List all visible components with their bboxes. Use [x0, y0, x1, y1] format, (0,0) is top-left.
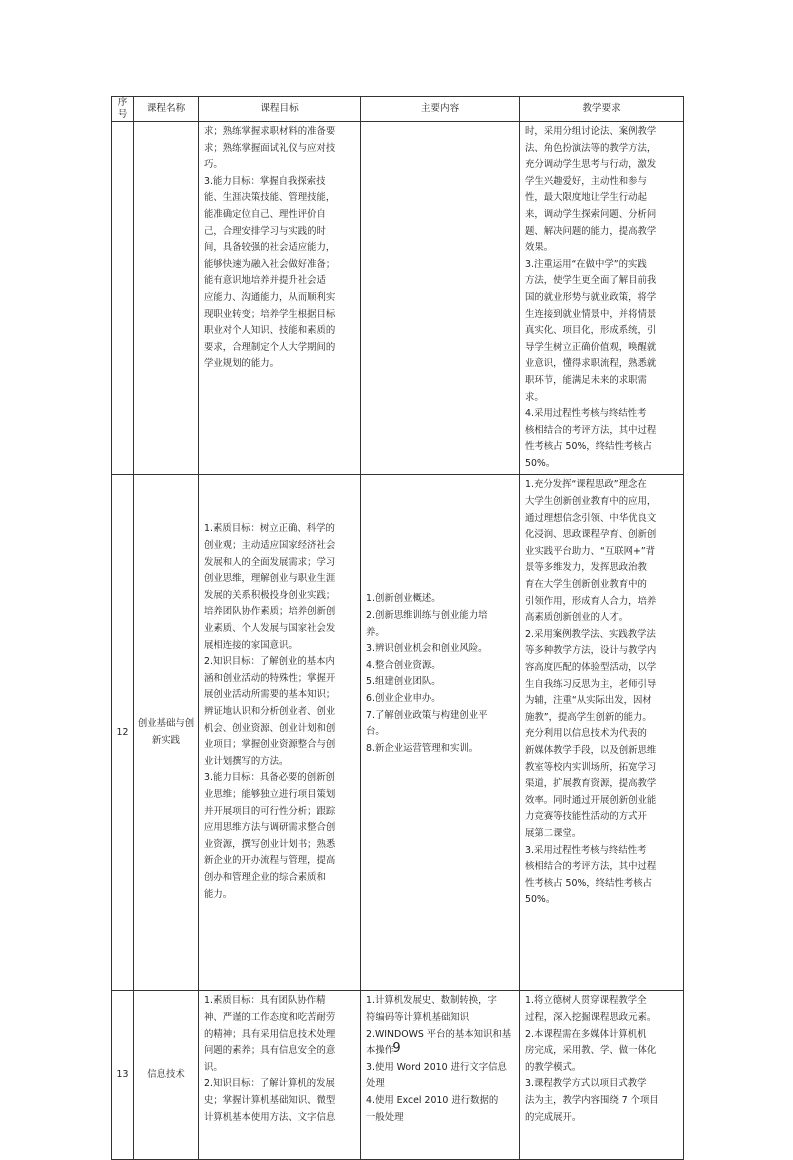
- text-line: 2.知识目标：了解计算机的发展: [204, 1078, 335, 1090]
- text-line: 房完成，采用教、学、做一体化: [525, 1045, 657, 1057]
- text-line: 过程，深入挖掘课程思政元素。: [525, 1012, 657, 1024]
- text-line: 计算机基本使用方法、文字信息: [204, 1111, 336, 1123]
- text-line: 本操作: [366, 1045, 395, 1057]
- main-content: [361, 122, 520, 475]
- text-line: 创办和管理企业的综合素质和: [204, 871, 326, 883]
- course-goals: [199, 475, 361, 991]
- text-line: 1.素质目标：树立正确、科学的: [204, 523, 335, 535]
- text-line: 通过理想信念引领、中华优良文: [525, 512, 657, 524]
- text-line: 50%。: [525, 457, 556, 469]
- text-line: 能够快速为融入社会做好准备；: [204, 258, 336, 270]
- text-line: 1.计算机发展史、数制转换，字: [366, 995, 497, 1007]
- text-line: 应能力、沟通能力，从而顺利实: [204, 291, 336, 303]
- course-name: 创业基础与创新实践: [134, 475, 199, 991]
- text-line: 引领作用，形成育人合力，培养: [525, 595, 657, 607]
- text-line: 辨证地认识和分析创业者、创业: [204, 706, 336, 717]
- text-line: 问题的素养；具有信息安全的意: [204, 1045, 336, 1057]
- text-line: 培养团队协作素质；培养创新创: [204, 606, 336, 618]
- course-goals: [199, 991, 361, 1160]
- text-line: 一般处理: [366, 1111, 404, 1123]
- course-table: [111, 96, 684, 1160]
- text-line: 生连接到就业情景中，并将情景: [525, 308, 657, 320]
- text-line: 机会、创业资源、创业计划和创: [204, 722, 336, 734]
- text-line: 景等多维发力，发挥思政治教: [525, 562, 647, 574]
- text-line: 涵和创业活动的特殊性；掌握开: [204, 672, 336, 684]
- text-line: 能有意识地培养并提升社会适: [204, 275, 326, 287]
- text-line: 史；掌握计算机基础知识、微型: [204, 1095, 336, 1107]
- row-number: 12: [112, 475, 134, 991]
- text-line: 能、生涯决策技能、管理技能，: [204, 192, 336, 204]
- teaching-requirements: [520, 475, 684, 991]
- course-name: [134, 122, 199, 475]
- text-line: 性，最大限度地让学生行动起: [525, 192, 647, 204]
- text-line: 3.采用过程性考核与终结性考: [525, 844, 647, 856]
- text-line: 真实化、项目化，形成系统，引: [525, 325, 657, 337]
- text-line: 业思维；能够独立进行项目策划: [204, 788, 336, 800]
- teaching-requirements: [520, 122, 684, 475]
- text-line: 1.创新创业概述。: [366, 593, 441, 605]
- text-line: 职业对个人知识、技能和素质的: [204, 325, 336, 337]
- text-line: 业素质、个人发展与国家社会发: [204, 623, 336, 635]
- header-no: 序号: [112, 97, 134, 122]
- text-line: 来，调动学生探索问题、分析问: [525, 208, 657, 220]
- text-line: 4.采用过程性考核与终结性考: [525, 408, 647, 420]
- text-line: 8.新企业运营管理和实训。: [366, 742, 479, 754]
- text-line: 核相结合的考评方法，其中过程: [525, 861, 657, 873]
- text-line: 1.将立德树人贯穿课程教学全: [525, 995, 647, 1007]
- text-line: 的完成展开。: [525, 1111, 582, 1123]
- text-line: 教室等校内实训场所，拓宽学习: [525, 761, 657, 773]
- text-line: 2.知识目标：了解创业的基本内: [204, 656, 335, 668]
- text-line: 核相结合的考评方法，其中过程: [525, 424, 657, 436]
- table-row: [112, 475, 684, 991]
- text-line: 50%。: [525, 894, 556, 906]
- text-line: 业计划撰写的方法。: [204, 755, 289, 767]
- text-line: 求；熟练掌握面试礼仪与应对技: [204, 142, 336, 154]
- text-line: 2.本课程需在多媒体计算机机: [525, 1028, 647, 1040]
- text-line: 3.能力目标：掌握自我探索技: [204, 175, 326, 187]
- page-number: 9: [392, 1041, 401, 1056]
- text-line: 7.了解创业政策与构建创业平: [366, 709, 488, 721]
- text-line: 施教”，提高学生创新的能力。: [525, 711, 652, 723]
- text-line: 导学生树立正确价值观，唤醒就: [525, 341, 657, 353]
- text-line: 4.整合创业资源。: [366, 659, 441, 671]
- text-line: 应用思维方法与调研需求整合创: [204, 822, 336, 834]
- text-line: 高素质创新创业的人才。: [525, 612, 629, 624]
- text-line: 效果。: [525, 242, 554, 254]
- text-line: 育在大学生创新创业教育中的: [525, 579, 647, 591]
- text-line: 3.能力目标：具备必要的创新创: [204, 772, 335, 784]
- text-line: 容高度匹配的体验型活动，以学: [525, 662, 657, 673]
- teaching-requirements: [520, 991, 684, 1160]
- text-line: 4.使用 Excel 2010 进行数据的: [366, 1095, 499, 1107]
- text-line: 业项目；掌握创业资源整合与创: [204, 739, 336, 751]
- text-line: 1.素质目标：具有团队协作精: [204, 995, 326, 1007]
- text-line: 要求，合理制定个人大学期间的: [204, 341, 336, 353]
- text-line: 能力。: [204, 888, 233, 900]
- text-line: 处理: [366, 1078, 385, 1090]
- text-line: 展第二课堂。: [525, 827, 582, 839]
- table-header-row: [112, 97, 684, 122]
- text-line: 性考核占 50%，终结性考核占: [525, 877, 652, 889]
- text-line: 能准确定位自己、理性评价自: [204, 208, 326, 220]
- text-line: 巧。: [204, 159, 223, 171]
- text-line: 现职业转变；培养学生根据目标: [204, 308, 336, 320]
- text-line: 1.充分发挥“课程思政”理念在: [525, 479, 647, 491]
- header-teaching-requirements: 教学要求: [520, 97, 684, 122]
- text-line: 题、解决问题的能力，提高教学: [525, 225, 657, 237]
- text-line: 法、角色扮演法等的教学方法，: [525, 142, 657, 154]
- text-line: 发展和人的全面发展需求；学习: [204, 556, 336, 568]
- text-line: 学业规划的能力。: [204, 358, 280, 370]
- text-line: 大学生创新创业教育中的应用，: [525, 496, 657, 508]
- text-line: 识。: [204, 1061, 223, 1073]
- text-line: 充分利用以信息技术为代表的: [525, 728, 647, 740]
- header-main-content: 主要内容: [361, 97, 520, 122]
- text-line: 养。: [366, 626, 385, 638]
- header-course-name: 课程名称: [134, 97, 199, 122]
- text-line: 学生兴趣爱好，主动性和参与: [525, 175, 647, 187]
- course-goals: [199, 122, 361, 475]
- table-row: [112, 991, 684, 1160]
- text-line: 新媒体教学手段，以及创新思维: [525, 744, 657, 756]
- text-line: 职环节，能满足未来的求职需: [525, 374, 647, 386]
- text-line: 新企业的开办流程与管理，提高: [204, 855, 336, 867]
- table-row: [112, 122, 684, 475]
- course-name: 信息技术: [134, 991, 199, 1160]
- text-line: 2.创新思维训练与创业能力培: [366, 610, 488, 622]
- text-line: 求。: [525, 391, 544, 403]
- text-line: 3.辨识创业机会和创业风险。: [366, 643, 488, 655]
- text-line: 己，合理安排学习与实践的时: [204, 225, 326, 237]
- text-line: 方法，使学生更全面了解目前我: [525, 275, 657, 287]
- main-content: [361, 475, 520, 991]
- text-line: 求；熟练掌握求职材料的准备要: [204, 126, 336, 137]
- text-line: 6.创业企业申办。: [366, 693, 441, 705]
- text-line: 展创业活动所需要的基本知识；: [204, 689, 336, 701]
- text-line: 的精神；具有采用信息技术处理: [204, 1028, 336, 1040]
- text-line: 渠道，扩展教育资源，提高教学: [525, 778, 657, 790]
- row-number: [112, 122, 134, 475]
- text-line: 为辅，注重“从实际出发，因材: [525, 695, 652, 707]
- text-line: 展相连接的家国意识。: [204, 639, 298, 651]
- text-line: 业资源，撰写创业计划书；熟悉: [204, 838, 336, 850]
- text-line: 间，具备较强的社会适应能力，: [204, 242, 336, 254]
- text-line: 3.使用 Word 2010 进行文字信息: [366, 1061, 507, 1073]
- text-line: 发展的关系积极投身创业实践；: [204, 589, 336, 601]
- text-line: 性考核占 50%，终结性考核占: [525, 441, 652, 453]
- row-number: 13: [112, 991, 134, 1160]
- text-line: 化浸润、思政课程孕育、创新创: [525, 529, 657, 541]
- main-content: [361, 991, 520, 1160]
- text-line: 效率。同时通过开展创新创业能: [525, 794, 657, 806]
- text-line: 3.课程教学方式以项目式教学: [525, 1078, 647, 1090]
- text-line: 2.WINDOWS 平台的基本知识和基: [366, 1028, 512, 1040]
- text-line: 法为主，教学内容围绕 7 个项目: [525, 1095, 659, 1107]
- text-line: 并开展项目的可行性分析；跟踪: [204, 805, 336, 817]
- text-line: 符编码等计算机基础知识: [366, 1012, 470, 1024]
- text-line: 时，采用分组讨论法、案例教学: [525, 126, 657, 137]
- text-line: 创业观；主动适应国家经济社会: [204, 540, 336, 552]
- text-line: 3.注重运用“在做中学”的实践: [525, 258, 647, 270]
- text-line: 台。: [366, 726, 385, 738]
- text-line: 业意识，懂得求职流程，熟悉就: [525, 358, 657, 370]
- text-line: 神、严谨的工作态度和吃苦耐劳: [204, 1012, 336, 1024]
- text-line: 业实践平台助力、“互联网+”背: [525, 545, 656, 557]
- text-line: 2.采用案例教学法、实践教学法: [525, 628, 656, 640]
- text-line: 充分调动学生思考与行动，激发: [525, 159, 657, 171]
- text-line: 5.组建创业团队。: [366, 676, 441, 688]
- text-line: 国的就业形势与就业政策，将学: [525, 291, 657, 303]
- text-line: 创业思维，理解创业与职业生涯: [204, 573, 336, 585]
- header-course-goals: 课程目标: [199, 97, 361, 122]
- text-line: 等多种教学方法，设计与教学内: [525, 645, 657, 657]
- text-line: 的教学模式。: [525, 1061, 582, 1073]
- text-line: 生自我练习反思为主，老师引导: [525, 678, 657, 690]
- text-line: 力竞赛等技能性活动的方式开: [525, 811, 647, 823]
